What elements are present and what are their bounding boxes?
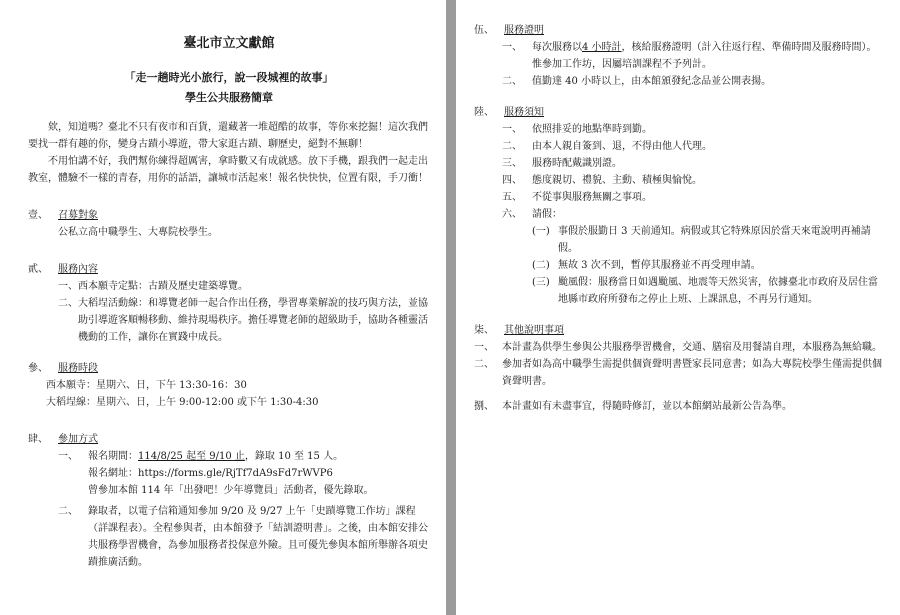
leave-item bbox=[474, 257, 886, 274]
item-text: 西本願寺定點：古蹟及歷史建築導覽。 bbox=[78, 281, 248, 292]
item-text: 值勤達 40 小時以上，由本館頒發紀念品並公開表揚。 bbox=[532, 76, 772, 87]
list-item bbox=[474, 121, 886, 138]
item-marker: 六、 bbox=[502, 209, 522, 220]
item-marker: 二、 bbox=[58, 298, 78, 309]
item-marker: 二、 bbox=[502, 76, 522, 87]
section-service-hours bbox=[28, 360, 430, 377]
item-text: 無故 3 次不到，暫停其服務並不再受理申請。 bbox=[558, 260, 761, 271]
priority-note: 曾參加本館 114 年「出發吧！少年導覽員」活動者，優先錄取。 bbox=[88, 485, 374, 496]
item-text: 態度親切、禮貌、主動、積極與愉悅。 bbox=[532, 175, 702, 186]
hours-per-service: 4 小時計 bbox=[582, 42, 622, 53]
section-how-to-join bbox=[28, 431, 430, 448]
item-text: 每次服務以4 小時計，核給服務證明（計入往返行程、準備時間及服務時間）。惟參加工作坊，因屬培訓課程不予列計。 bbox=[532, 42, 877, 70]
leave-item bbox=[474, 223, 886, 257]
section-number: 肆、 bbox=[28, 434, 48, 445]
item-marker: (一) bbox=[532, 226, 550, 237]
item-text: 不從事與服務無關之事項。 bbox=[532, 192, 652, 203]
section-number: 伍、 bbox=[474, 25, 494, 36]
item-marker: 一、 bbox=[502, 124, 522, 135]
item-text: 服務時配戴識別證。 bbox=[532, 158, 622, 169]
section-number: 柒、 bbox=[474, 325, 494, 336]
intro-paragraph-2: 不用怕講不好，我們幫你練得超厲害，拿時數又有成就感。放下手機，跟我們一起走出教室，體驗不一樣的青春，用你的話語，讓城市活起來！報名快快快，位置有限，手刀衝！ bbox=[28, 156, 428, 184]
page-2 bbox=[456, 0, 900, 615]
item-marker: 五、 bbox=[502, 192, 522, 203]
item-text: 請假： bbox=[532, 209, 562, 220]
section-service-content bbox=[28, 261, 430, 278]
list-item bbox=[474, 172, 886, 189]
section-title: 服務證明 bbox=[504, 25, 544, 36]
section-number: 貳、 bbox=[28, 264, 48, 275]
item-text: 參加者如為高中職學生需提供個資聲明書暨家長同意書；如為大專院校學生僅需提供個資聲明書。 bbox=[502, 359, 882, 387]
item-text: 錄取者，以電子信箱通知參加 9/20 及 9/27 上午「史蹟導覽工作坊」課程（詳課程表）。全程參與者，由本館發予「結訓證明書」。之後，由本館安排公共服務學習機會，為參加服務者投保意外險。且可優先參與本館所舉辦各項史蹟推廣活動。 bbox=[88, 506, 428, 568]
page-1 bbox=[0, 0, 446, 615]
item-marker: (二) bbox=[532, 260, 550, 271]
registration-url: 報名網址：https://forms.gle/RjTf7dA9sFd7rWVP6 bbox=[88, 468, 333, 479]
item-text: 由本人親自簽到、退，不得由他人代理。 bbox=[532, 141, 712, 152]
item-text: 本計畫如有未盡事宜，得隨時修訂，並以本館網站最新公告為準。 bbox=[502, 401, 792, 412]
item-marker: 二、 bbox=[502, 141, 522, 152]
leave-item bbox=[474, 274, 886, 308]
org-title: 臺北市立文獻館 bbox=[183, 36, 275, 51]
section-title: 召募對象 bbox=[58, 210, 98, 221]
item-text: 報名期間：114/8/25 起至 9/10 止，錄取 10 至 15 人。 報名網址：https://forms.gle/RjTf7dA9sFd7rWVP6 曾參加本館 114 年「出發吧！少年導覽員」活動者，優先錄取。 bbox=[88, 451, 374, 496]
list-item bbox=[474, 189, 886, 206]
item-text: 本計畫為供學生參與公共服務學習機會，交通、膳宿及用餐請自理，本服務為無給職。 bbox=[502, 342, 882, 353]
list-item bbox=[474, 206, 886, 223]
section-title: 服務須知 bbox=[504, 107, 544, 118]
list-item bbox=[474, 138, 886, 155]
section-other-notes bbox=[474, 322, 886, 339]
event-title: 「走一趟時光小旅行，說一段城裡的故事」 bbox=[124, 71, 334, 84]
list-item bbox=[28, 448, 430, 499]
list-item bbox=[28, 295, 430, 346]
item-marker: 一、 bbox=[58, 281, 78, 292]
list-item bbox=[474, 155, 886, 172]
item-text: 依照排妥的地點準時到勤。 bbox=[532, 124, 652, 135]
item-marker: 三、 bbox=[502, 158, 522, 169]
section-title: 其他說明事項 bbox=[504, 325, 564, 336]
intro-paragraph-1: 欸，知道嗎？臺北不只有夜市和百貨，還藏著一堆超酷的故事，等你來挖掘！這次我們要找一群有趣的你，變身古蹟小導遊，帶大家逛古蹟、聊歷史，絕對不無聊！ bbox=[28, 122, 428, 150]
doc-title: 學生公共服務簡章 bbox=[185, 91, 273, 104]
section-service-rules bbox=[474, 104, 886, 121]
recruitment-body: 公私立高中職學生、大專院校學生。 bbox=[58, 227, 218, 238]
section-number: 參、 bbox=[28, 363, 48, 374]
item-text: 事假於服勤日 3 天前通知。病假或其它特殊原因於當天來電說明再補請假。 bbox=[558, 226, 871, 254]
item-marker: 二、 bbox=[58, 506, 78, 517]
list-item bbox=[474, 339, 886, 356]
section-title: 服務時段 bbox=[58, 363, 98, 374]
item-marker: (三) bbox=[532, 277, 550, 288]
section-recruitment bbox=[28, 207, 430, 224]
section-number: 壹、 bbox=[28, 210, 48, 221]
list-item bbox=[28, 278, 430, 295]
list-item bbox=[474, 356, 886, 390]
item-marker: 一、 bbox=[58, 451, 78, 462]
item-marker: 四、 bbox=[502, 175, 522, 186]
hours-line-1: 西本願寺：星期六、日，下午 13:30-16：30 bbox=[46, 380, 247, 391]
hours-line-2: 大稻埕線：星期六、日，上午 9:00-12:00 或下午 1:30-4:30 bbox=[46, 397, 319, 408]
section-title: 服務內容 bbox=[58, 264, 98, 275]
section-service-certificate bbox=[474, 22, 886, 39]
section-final-clause bbox=[474, 398, 886, 415]
registration-period: 114/8/25 起至 9/10 止 bbox=[138, 451, 245, 462]
item-text: 颱風假：服務當日如遇颱風、地震等天然災害，依據臺北市政府及居住當地縣市政府所發布之停止上班、上課訊息，不再另行通知。 bbox=[558, 277, 878, 305]
section-number: 捌、 bbox=[474, 401, 494, 412]
list-item bbox=[474, 73, 886, 90]
item-marker: 一、 bbox=[474, 342, 494, 353]
item-marker: 一、 bbox=[502, 42, 522, 53]
item-marker: 二、 bbox=[474, 359, 494, 370]
list-item bbox=[474, 39, 886, 73]
section-number: 陸、 bbox=[474, 107, 494, 118]
section-title: 參加方式 bbox=[58, 434, 98, 445]
item-text: 大稻埕活動線：和導覽老師一起合作出任務，學習專業解說的技巧與方法，並協助引導遊客順暢移動、維持現場秩序。擔任導覽老師的超級助手，協助各種靈活機動的工作，讓你在實踐中成長。 bbox=[78, 298, 428, 343]
list-item bbox=[28, 503, 430, 571]
